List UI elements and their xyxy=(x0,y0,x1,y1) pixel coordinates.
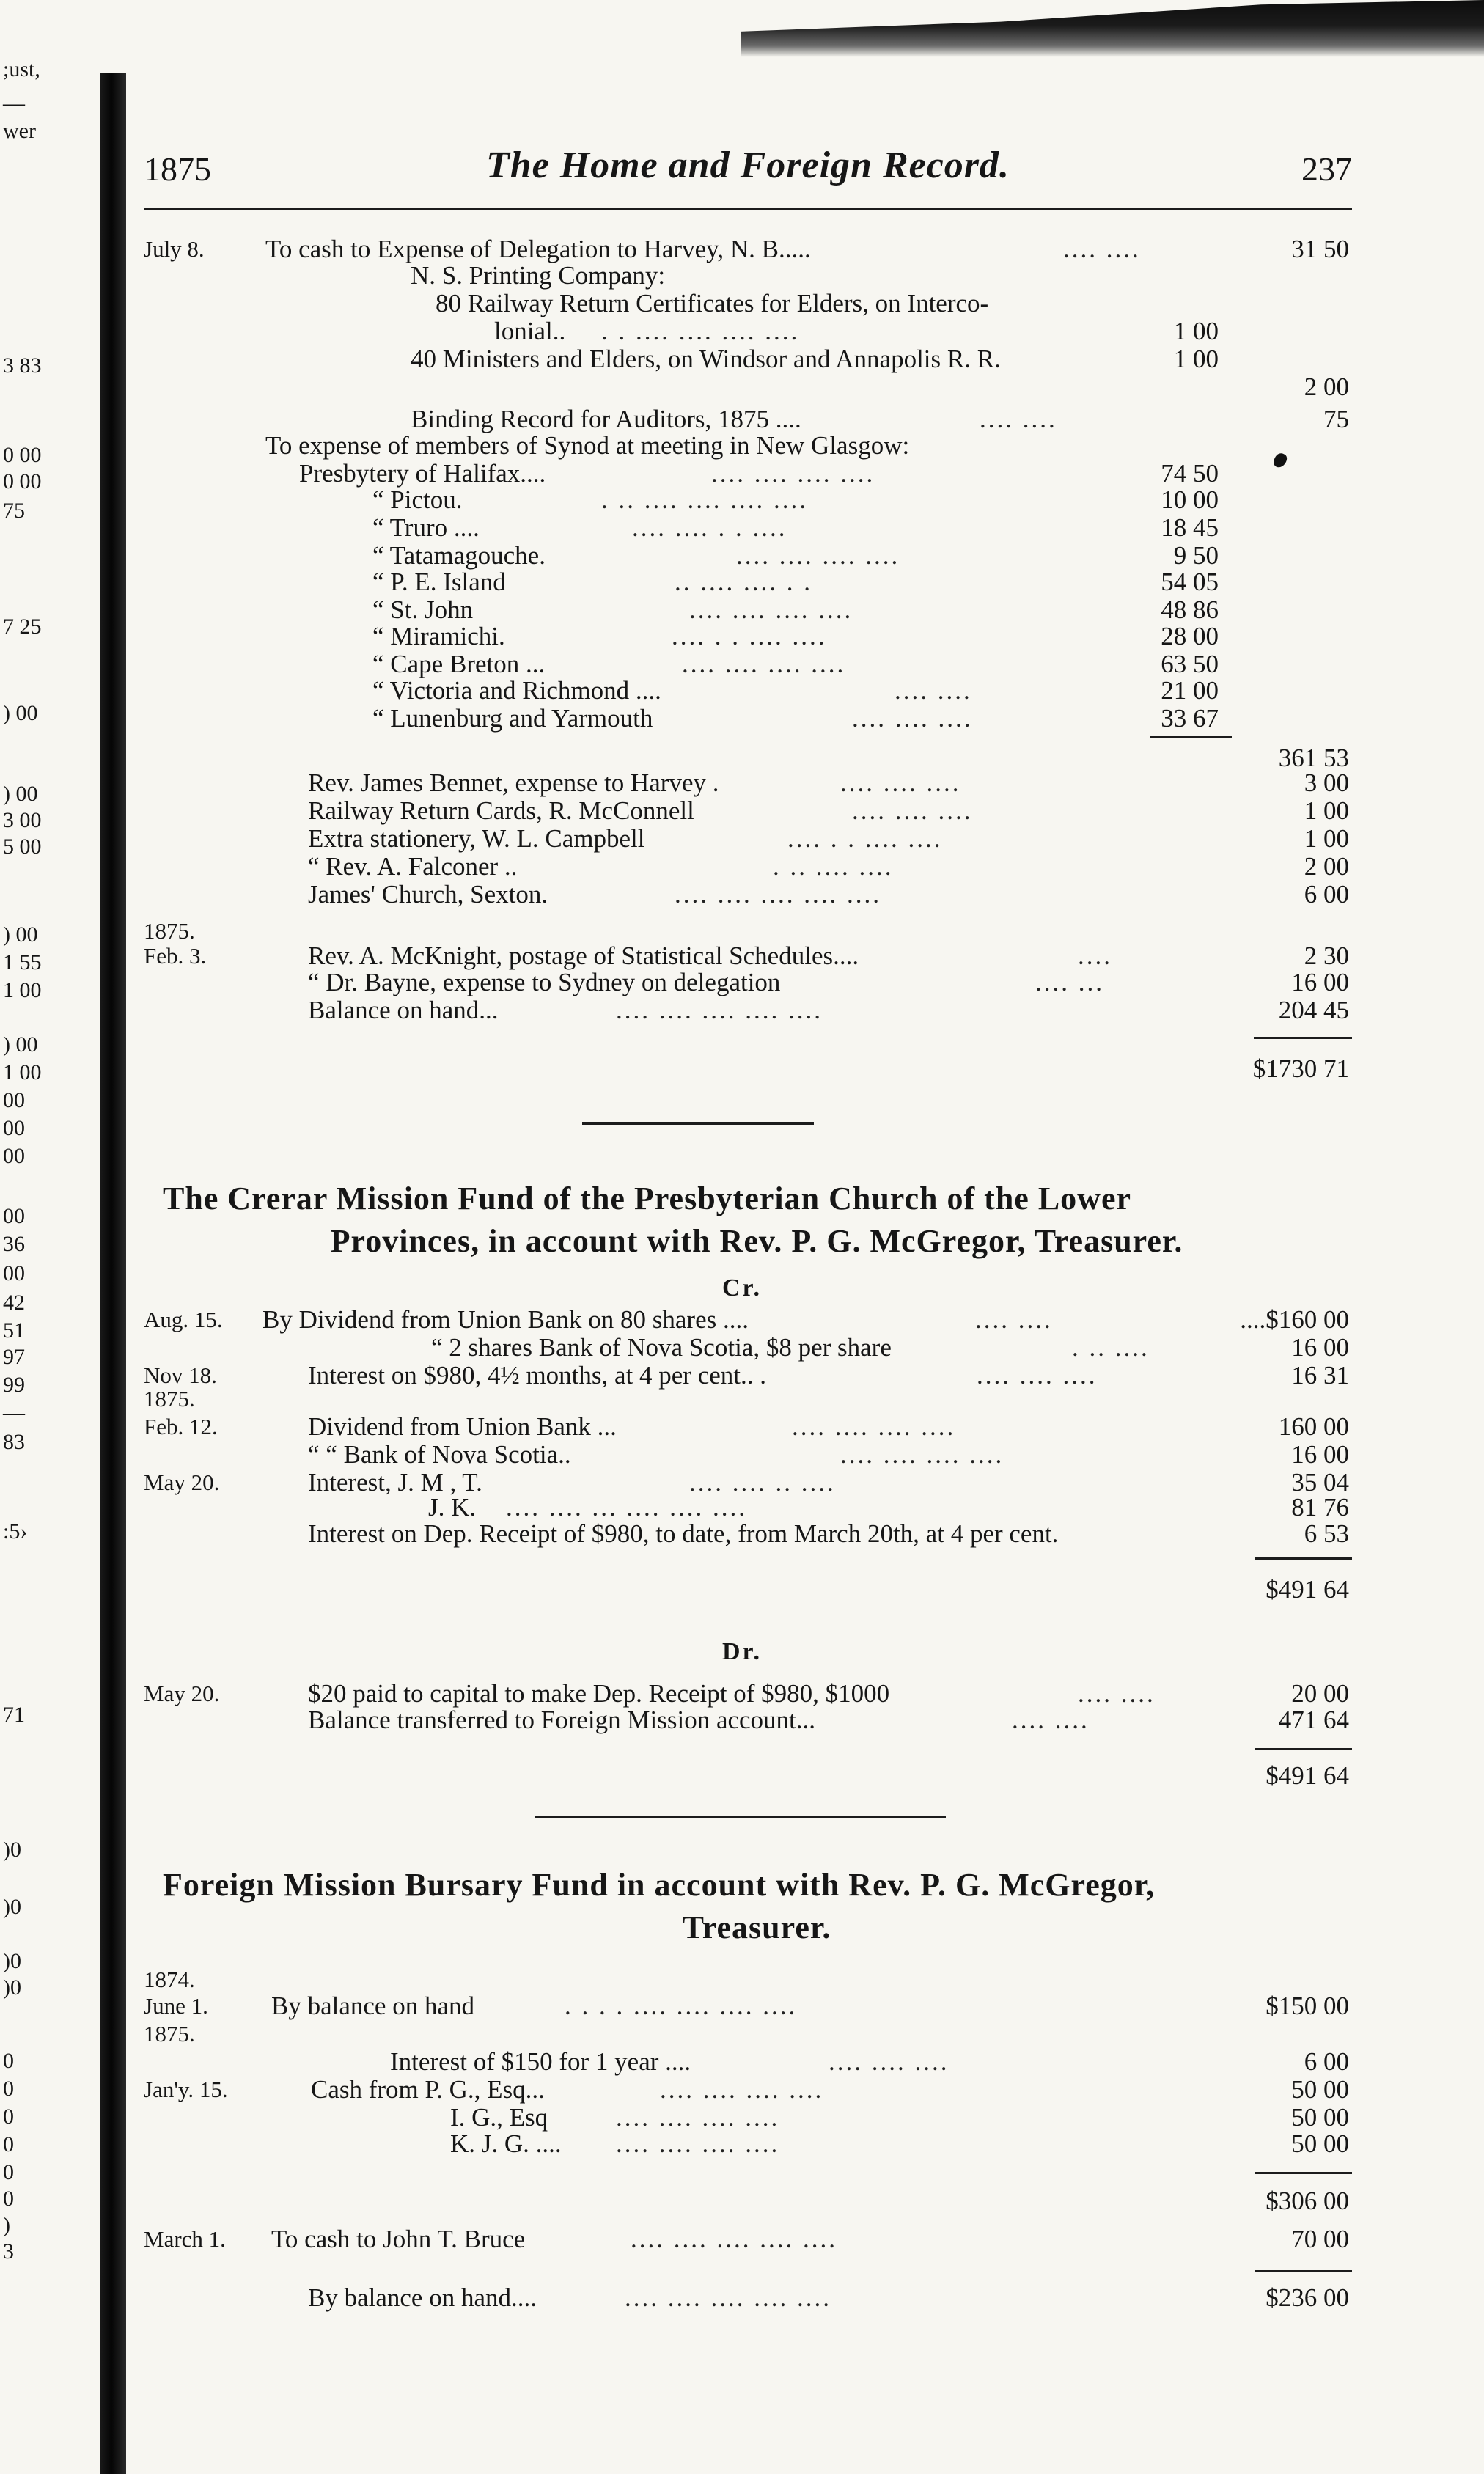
amount: ....$160 00 xyxy=(1240,1305,1349,1334)
entry-description: 40 Ministers and Elders, on Windsor and Annapolis R. R. xyxy=(411,345,1001,373)
margin-fragment: 51 xyxy=(3,1318,25,1343)
ledger-row xyxy=(0,1412,1484,1442)
amount: 50 00 xyxy=(1291,2075,1349,2104)
sub-amount: 28 00 xyxy=(1161,622,1219,650)
entry-description: “ Pictou. xyxy=(372,485,463,514)
sub-amount: 54 05 xyxy=(1161,568,1219,596)
margin-fragment: )0 xyxy=(3,1895,21,1919)
leader-dots: .... .... .... .... xyxy=(689,595,853,624)
ledger-row xyxy=(0,317,1484,346)
entry-date: 1874. xyxy=(144,1967,195,1992)
margin-fragment: )0 xyxy=(3,1838,21,1862)
final-balance: $236 00 xyxy=(1266,2283,1349,2312)
margin-fragment: ) xyxy=(3,2213,10,2237)
leader-dots: . .. .... .... xyxy=(773,852,894,881)
entry-description: James' Church, Sexton. xyxy=(308,880,548,909)
amount: 35 04 xyxy=(1291,1468,1349,1497)
entry-description: “ “ Bank of Nova Scotia.. xyxy=(308,1440,571,1469)
ledger-row xyxy=(0,1992,1484,2021)
amount: 50 00 xyxy=(1291,2129,1349,2158)
subtotal-amount: $306 00 xyxy=(1266,2187,1349,2215)
entry-description: Extra stationery, W. L. Campbell xyxy=(308,824,645,853)
margin-fragment: 00 xyxy=(3,1261,25,1285)
ledger-row xyxy=(0,459,1484,488)
margin-fragment: 3 00 xyxy=(3,808,42,832)
ledger-row xyxy=(0,2129,1484,2159)
margin-fragment: 0 xyxy=(3,2049,14,2073)
leader-dots: . .. .... xyxy=(1072,1333,1150,1362)
entry-description: To cash to Expense of Delegation to Harvey, N. B..... xyxy=(265,235,811,263)
margin-fragment: 71 xyxy=(3,1703,25,1727)
ledger-row xyxy=(0,1305,1484,1335)
entry-date: 1875. xyxy=(144,1386,195,1412)
leader-dots: .... .... .... xyxy=(852,704,973,733)
entry-description: “ Tatamagouche. xyxy=(372,541,546,570)
amount: 70 00 xyxy=(1291,2225,1349,2253)
margin-fragment: 0 xyxy=(3,2132,14,2157)
leader-dots: .... .... .... .... xyxy=(840,1440,1004,1469)
entry-description: Railway Return Cards, R. McConnell xyxy=(308,796,694,825)
amount: 31 50 xyxy=(1291,235,1349,263)
margin-fragment: wer xyxy=(3,119,36,143)
amount: 204 45 xyxy=(1278,996,1349,1024)
leader-dots: .... . . .... .... xyxy=(672,622,827,650)
ledger-row xyxy=(0,1054,1484,1084)
sub-amount: 21 00 xyxy=(1161,676,1219,705)
entry-date: 1875. xyxy=(144,918,195,944)
ledger-row xyxy=(0,880,1484,909)
entry-description: “ Dr. Bayne, expense to Sydney on delegation xyxy=(308,968,781,996)
leader-dots: .... .... .... .... .... xyxy=(625,2283,831,2312)
ledger-row xyxy=(0,968,1484,997)
amount: 16 00 xyxy=(1291,1333,1349,1362)
leader-dots: .... .... .... .... xyxy=(736,541,900,570)
ledger-row xyxy=(0,2075,1484,2104)
entry-description: Binding Record for Auditors, 1875 .... xyxy=(411,405,801,433)
scan-ink-blot xyxy=(741,0,1484,57)
entry-description: “ Victoria and Richmond .... xyxy=(372,676,661,705)
entry-description: J. K. xyxy=(428,1493,477,1522)
ledger-row xyxy=(0,513,1484,543)
ledger-row xyxy=(0,2103,1484,2132)
total-amount: $491 64 xyxy=(1266,1761,1349,1790)
leader-dots: . . .... .... .... .... xyxy=(601,317,800,345)
margin-fragment: 0 00 xyxy=(3,469,42,493)
amount: 361 53 xyxy=(1278,744,1349,772)
entry-description: To cash to John T. Bruce xyxy=(271,2225,526,2253)
margin-fragment: 00 xyxy=(3,1204,25,1228)
amount: 2 30 xyxy=(1304,941,1349,970)
ledger-row xyxy=(0,2283,1484,2313)
ledger-row xyxy=(0,289,1484,318)
ledger-row xyxy=(0,2225,1484,2254)
margin-fragment: 42 xyxy=(3,1291,25,1315)
leader-dots: .... .... xyxy=(895,676,972,705)
sub-amount: 1 00 xyxy=(1173,317,1219,345)
margin-fragment: 3 xyxy=(3,2239,14,2264)
ledger-row xyxy=(0,676,1484,705)
margin-fragment: ) 00 xyxy=(3,782,38,806)
header-page-number: 237 xyxy=(1301,150,1352,188)
entry-date: Nov 18. xyxy=(144,1362,217,1388)
leader-dots: .... .... .... .... xyxy=(682,650,846,678)
margin-fragment: 97 xyxy=(3,1345,25,1369)
entry-description: “ Truro .... xyxy=(372,513,480,542)
entry-date: Aug. 15. xyxy=(144,1307,223,1332)
amount: 16 00 xyxy=(1291,968,1349,996)
ledger-row xyxy=(0,2019,1484,2049)
ledger-row xyxy=(0,485,1484,515)
section-separator xyxy=(582,1122,814,1125)
margin-fragment: ;ust, xyxy=(3,57,40,81)
entry-date: July 8. xyxy=(144,236,205,262)
entry-description: “ Rev. A. Falconer .. xyxy=(308,852,518,881)
leader-dots: .... .... ... .... .... .... xyxy=(506,1493,747,1522)
leader-dots: .... .... .... .... xyxy=(711,459,875,488)
leader-dots: .... .... xyxy=(1012,1706,1090,1734)
entry-description: Balance transferred to Foreign Mission account... xyxy=(308,1706,816,1734)
amount: 1 00 xyxy=(1304,824,1349,853)
total-line xyxy=(1255,2172,1352,2174)
entry-description: To expense of members of Synod at meeting in New Glasgow: xyxy=(265,431,910,460)
entry-description: K. J. G. .... xyxy=(450,2129,562,2158)
leader-dots: .... xyxy=(1078,941,1112,970)
leader-dots: .... .... .... .... xyxy=(660,2075,824,2104)
margin-fragment: 00 xyxy=(3,1116,25,1140)
leader-dots: .... .... xyxy=(975,1305,1053,1334)
amount: 3 00 xyxy=(1304,768,1349,797)
margin-fragment: 36 xyxy=(3,1232,25,1256)
ledger-row xyxy=(0,1440,1484,1469)
margin-fragment: ) 00 xyxy=(3,701,38,725)
margin-fragment: 00 xyxy=(3,1088,25,1112)
margin-fragment: — xyxy=(3,91,25,115)
margin-fragment: 5 00 xyxy=(3,834,42,859)
amount: 6 53 xyxy=(1304,1519,1349,1548)
entry-description: Cash from P. G., Esq... xyxy=(311,2075,545,2104)
sub-amount: 74 50 xyxy=(1161,459,1219,488)
leader-dots: .... .... xyxy=(980,405,1057,433)
margin-fragment: 3 83 xyxy=(3,353,42,378)
entry-description: “ St. John xyxy=(372,595,474,624)
ledger-row xyxy=(0,2047,1484,2077)
margin-fragment: 1 55 xyxy=(3,950,42,974)
ledger-row xyxy=(0,704,1484,733)
entry-description: “ Miramichi. xyxy=(372,622,505,650)
entry-description: Presbytery of Halifax.... xyxy=(299,459,546,488)
total-line xyxy=(1254,1037,1352,1039)
ledger-row xyxy=(0,235,1484,264)
sum-line xyxy=(1150,736,1232,738)
entry-description: Balance on hand... xyxy=(308,996,499,1024)
entry-description: “ P. E. Island xyxy=(372,568,506,596)
header-title: The Home and Foreign Record. xyxy=(485,144,1010,186)
amount: 20 00 xyxy=(1291,1679,1349,1708)
ledger-row xyxy=(0,1706,1484,1735)
entry-description: Rev. A. McKnight, postage of Statistical Schedules.... xyxy=(308,941,859,970)
sub-amount: 33 67 xyxy=(1161,704,1219,733)
total-line xyxy=(1255,1557,1352,1560)
entry-description: Interest on $980, 4½ months, at 4 per cent.. . xyxy=(308,1361,767,1390)
entry-description: $20 paid to capital to make Dep. Receipt of $980, $1000 xyxy=(308,1679,890,1708)
ledger-row xyxy=(0,1333,1484,1362)
ledger-row xyxy=(0,595,1484,625)
amount: 16 31 xyxy=(1291,1361,1349,1390)
sub-amount: 10 00 xyxy=(1161,485,1219,514)
entry-date: March 1. xyxy=(144,2226,226,2252)
credit-heading: Cr. xyxy=(721,1274,763,1302)
bursary-fund-title xyxy=(163,1864,1351,1949)
margin-fragment: 83 xyxy=(3,1430,25,1454)
bursary-title-line1: Foreign Mission Bursary Fund in account with Rev. P. G. McGregor, xyxy=(163,1867,1156,1903)
amount: 2 00 xyxy=(1304,372,1349,401)
leader-dots: .... .... .... xyxy=(852,796,973,825)
margin-fragment: )0 xyxy=(3,1949,21,1973)
entry-description: Interest of $150 for 1 year .... xyxy=(390,2047,691,2076)
leader-dots: .... .... .... .... xyxy=(792,1412,956,1441)
leader-dots: .... .... .... .... .... xyxy=(616,996,823,1024)
page-header xyxy=(144,144,1352,202)
margin-fragment: 0 xyxy=(3,2077,14,2101)
entry-date: Jan'y. 15. xyxy=(144,2077,228,2102)
leader-dots: .... .... .... .... xyxy=(616,2129,780,2158)
amount: 50 00 xyxy=(1291,2103,1349,2132)
margin-fragment: 00 xyxy=(3,1144,25,1168)
entry-description: Rev. James Bennet, expense to Harvey . xyxy=(308,768,719,797)
ledger-row xyxy=(0,345,1484,374)
ledger-row xyxy=(0,431,1484,460)
margin-fragment: 0 xyxy=(3,2160,14,2184)
entry-description: Dividend from Union Bank ... xyxy=(308,1412,617,1441)
entry-description: By balance on hand.... xyxy=(308,2283,537,2312)
margin-fragment: 99 xyxy=(3,1373,25,1397)
sub-amount: 9 50 xyxy=(1173,541,1219,570)
leader-dots: .... .... .. .... xyxy=(689,1468,836,1497)
leader-dots: .. .... .... . . xyxy=(675,568,812,596)
amount: 75 xyxy=(1323,405,1349,433)
total-line xyxy=(1255,2270,1352,2272)
ledger-row xyxy=(0,1679,1484,1708)
ledger-row xyxy=(0,650,1484,679)
header-rule xyxy=(144,208,1352,210)
amount: 160 00 xyxy=(1278,1412,1349,1441)
ledger-row xyxy=(0,261,1484,290)
entry-date: June 1. xyxy=(144,1993,208,2019)
leader-dots: . . . . .... .... .... .... xyxy=(565,1992,798,2020)
margin-fragment: 0 xyxy=(3,2104,14,2129)
crerar-title-line2: Provinces, in account with Rev. P. G. McGregor, Treasurer. xyxy=(330,1223,1183,1259)
entry-description: “ Cape Breton ... xyxy=(372,650,546,678)
entry-description: Interest on Dep. Receipt of $980, to date, from March 20th, at 4 per cent. xyxy=(308,1519,1059,1548)
leader-dots: .... .... .... xyxy=(840,768,961,797)
margin-fragment: :5› xyxy=(3,1519,28,1544)
margin-fragment: 0 00 xyxy=(3,443,42,467)
amount: $150 00 xyxy=(1266,1992,1349,2020)
margin-fragment: ) 00 xyxy=(3,922,38,947)
entry-date: May 20. xyxy=(144,1469,220,1495)
crerar-fund-title xyxy=(163,1178,1351,1263)
margin-fragment: 75 xyxy=(3,499,25,523)
ledger-row xyxy=(0,1519,1484,1549)
ledger-total-row xyxy=(0,1575,1484,1604)
margin-fragment: 0 xyxy=(3,2187,14,2211)
entry-description: “ Lunenburg and Yarmouth xyxy=(372,704,653,733)
ledger-row xyxy=(0,568,1484,597)
sub-amount: 18 45 xyxy=(1161,513,1219,542)
leader-dots: .... .... .... .... .... xyxy=(631,2225,837,2253)
margin-fragment: 1 00 xyxy=(3,978,42,1002)
margin-fragment: 7 25 xyxy=(3,614,42,639)
leader-dots: .... .... .... xyxy=(977,1361,1098,1390)
sub-amount: 48 86 xyxy=(1161,595,1219,624)
sub-amount: 1 00 xyxy=(1173,345,1219,373)
entry-date: 1875. xyxy=(144,2021,195,2047)
entry-description: By balance on hand xyxy=(271,1992,474,2020)
leader-dots: .... .... xyxy=(1063,235,1141,263)
leader-dots: .... .... . . .... xyxy=(632,513,787,542)
margin-fragment: ) 00 xyxy=(3,1032,38,1057)
entry-description: 80 Railway Return Certificates for Elders, on Interco- xyxy=(436,289,989,317)
ledger-row xyxy=(0,824,1484,854)
entry-date: Feb. 12. xyxy=(144,1414,218,1439)
leader-dots: .... .... .... .... .... xyxy=(675,880,881,909)
ledger-row xyxy=(0,996,1484,1025)
entry-description: I. G., Esq xyxy=(450,2103,548,2132)
crerar-title-line1: The Crerar Mission Fund of the Presbyterian Church of the Lower xyxy=(163,1181,1132,1216)
ledger-row xyxy=(0,1965,1484,1994)
ledger-row xyxy=(0,541,1484,570)
leader-dots: .... .... .... .... xyxy=(616,2103,780,2132)
header-year: 1875 xyxy=(144,150,211,188)
amount: 471 64 xyxy=(1278,1706,1349,1734)
margin-fragment: — xyxy=(3,1401,25,1425)
ledger-row xyxy=(0,405,1484,434)
ledger-row xyxy=(0,372,1484,402)
amount: 16 00 xyxy=(1291,1440,1349,1469)
amount: 81 76 xyxy=(1291,1493,1349,1522)
section-separator xyxy=(535,1816,946,1818)
entry-description: By Dividend from Union Bank on 80 shares .... xyxy=(262,1305,749,1334)
entry-date: May 20. xyxy=(144,1681,220,1706)
amount: 6 00 xyxy=(1304,2047,1349,2076)
ledger-row xyxy=(0,1384,1484,1414)
amount: 6 00 xyxy=(1304,880,1349,909)
leader-dots: .... .... xyxy=(1078,1679,1156,1708)
margin-fragment: )0 xyxy=(3,1975,21,2000)
ledger-total-row xyxy=(0,1761,1484,1791)
ledger-row xyxy=(0,1493,1484,1522)
ledger-row xyxy=(0,852,1484,881)
ledger-row xyxy=(0,768,1484,798)
entry-description: lonial.. xyxy=(494,317,566,345)
leader-dots: .... .... .... xyxy=(829,2047,949,2076)
ledger-subtotal-row xyxy=(0,2187,1484,2216)
total-line xyxy=(1255,1748,1352,1750)
leader-dots: . .. .... .... .... .... xyxy=(601,485,808,514)
ledger-row xyxy=(0,941,1484,971)
entry-description: N. S. Printing Company: xyxy=(411,261,666,290)
leader-dots: .... ... xyxy=(1035,968,1104,996)
entry-description: Interest, J. M , T. xyxy=(308,1468,482,1497)
leader-dots: .... . . .... .... xyxy=(787,824,943,853)
amount: $1730 71 xyxy=(1252,1054,1349,1083)
entry-description: “ 2 shares Bank of Nova Scotia, $8 per share xyxy=(431,1333,892,1362)
bursary-title-line2: Treasurer. xyxy=(682,1909,831,1945)
amount: 2 00 xyxy=(1304,852,1349,881)
amount: 1 00 xyxy=(1304,796,1349,825)
margin-fragment: 1 00 xyxy=(3,1060,42,1084)
debit-heading: Dr. xyxy=(721,1638,763,1665)
ledger-row xyxy=(0,622,1484,651)
sub-amount: 63 50 xyxy=(1161,650,1219,678)
total-amount: $491 64 xyxy=(1266,1575,1349,1604)
ledger-row xyxy=(0,796,1484,826)
entry-date: Feb. 3. xyxy=(144,943,207,969)
